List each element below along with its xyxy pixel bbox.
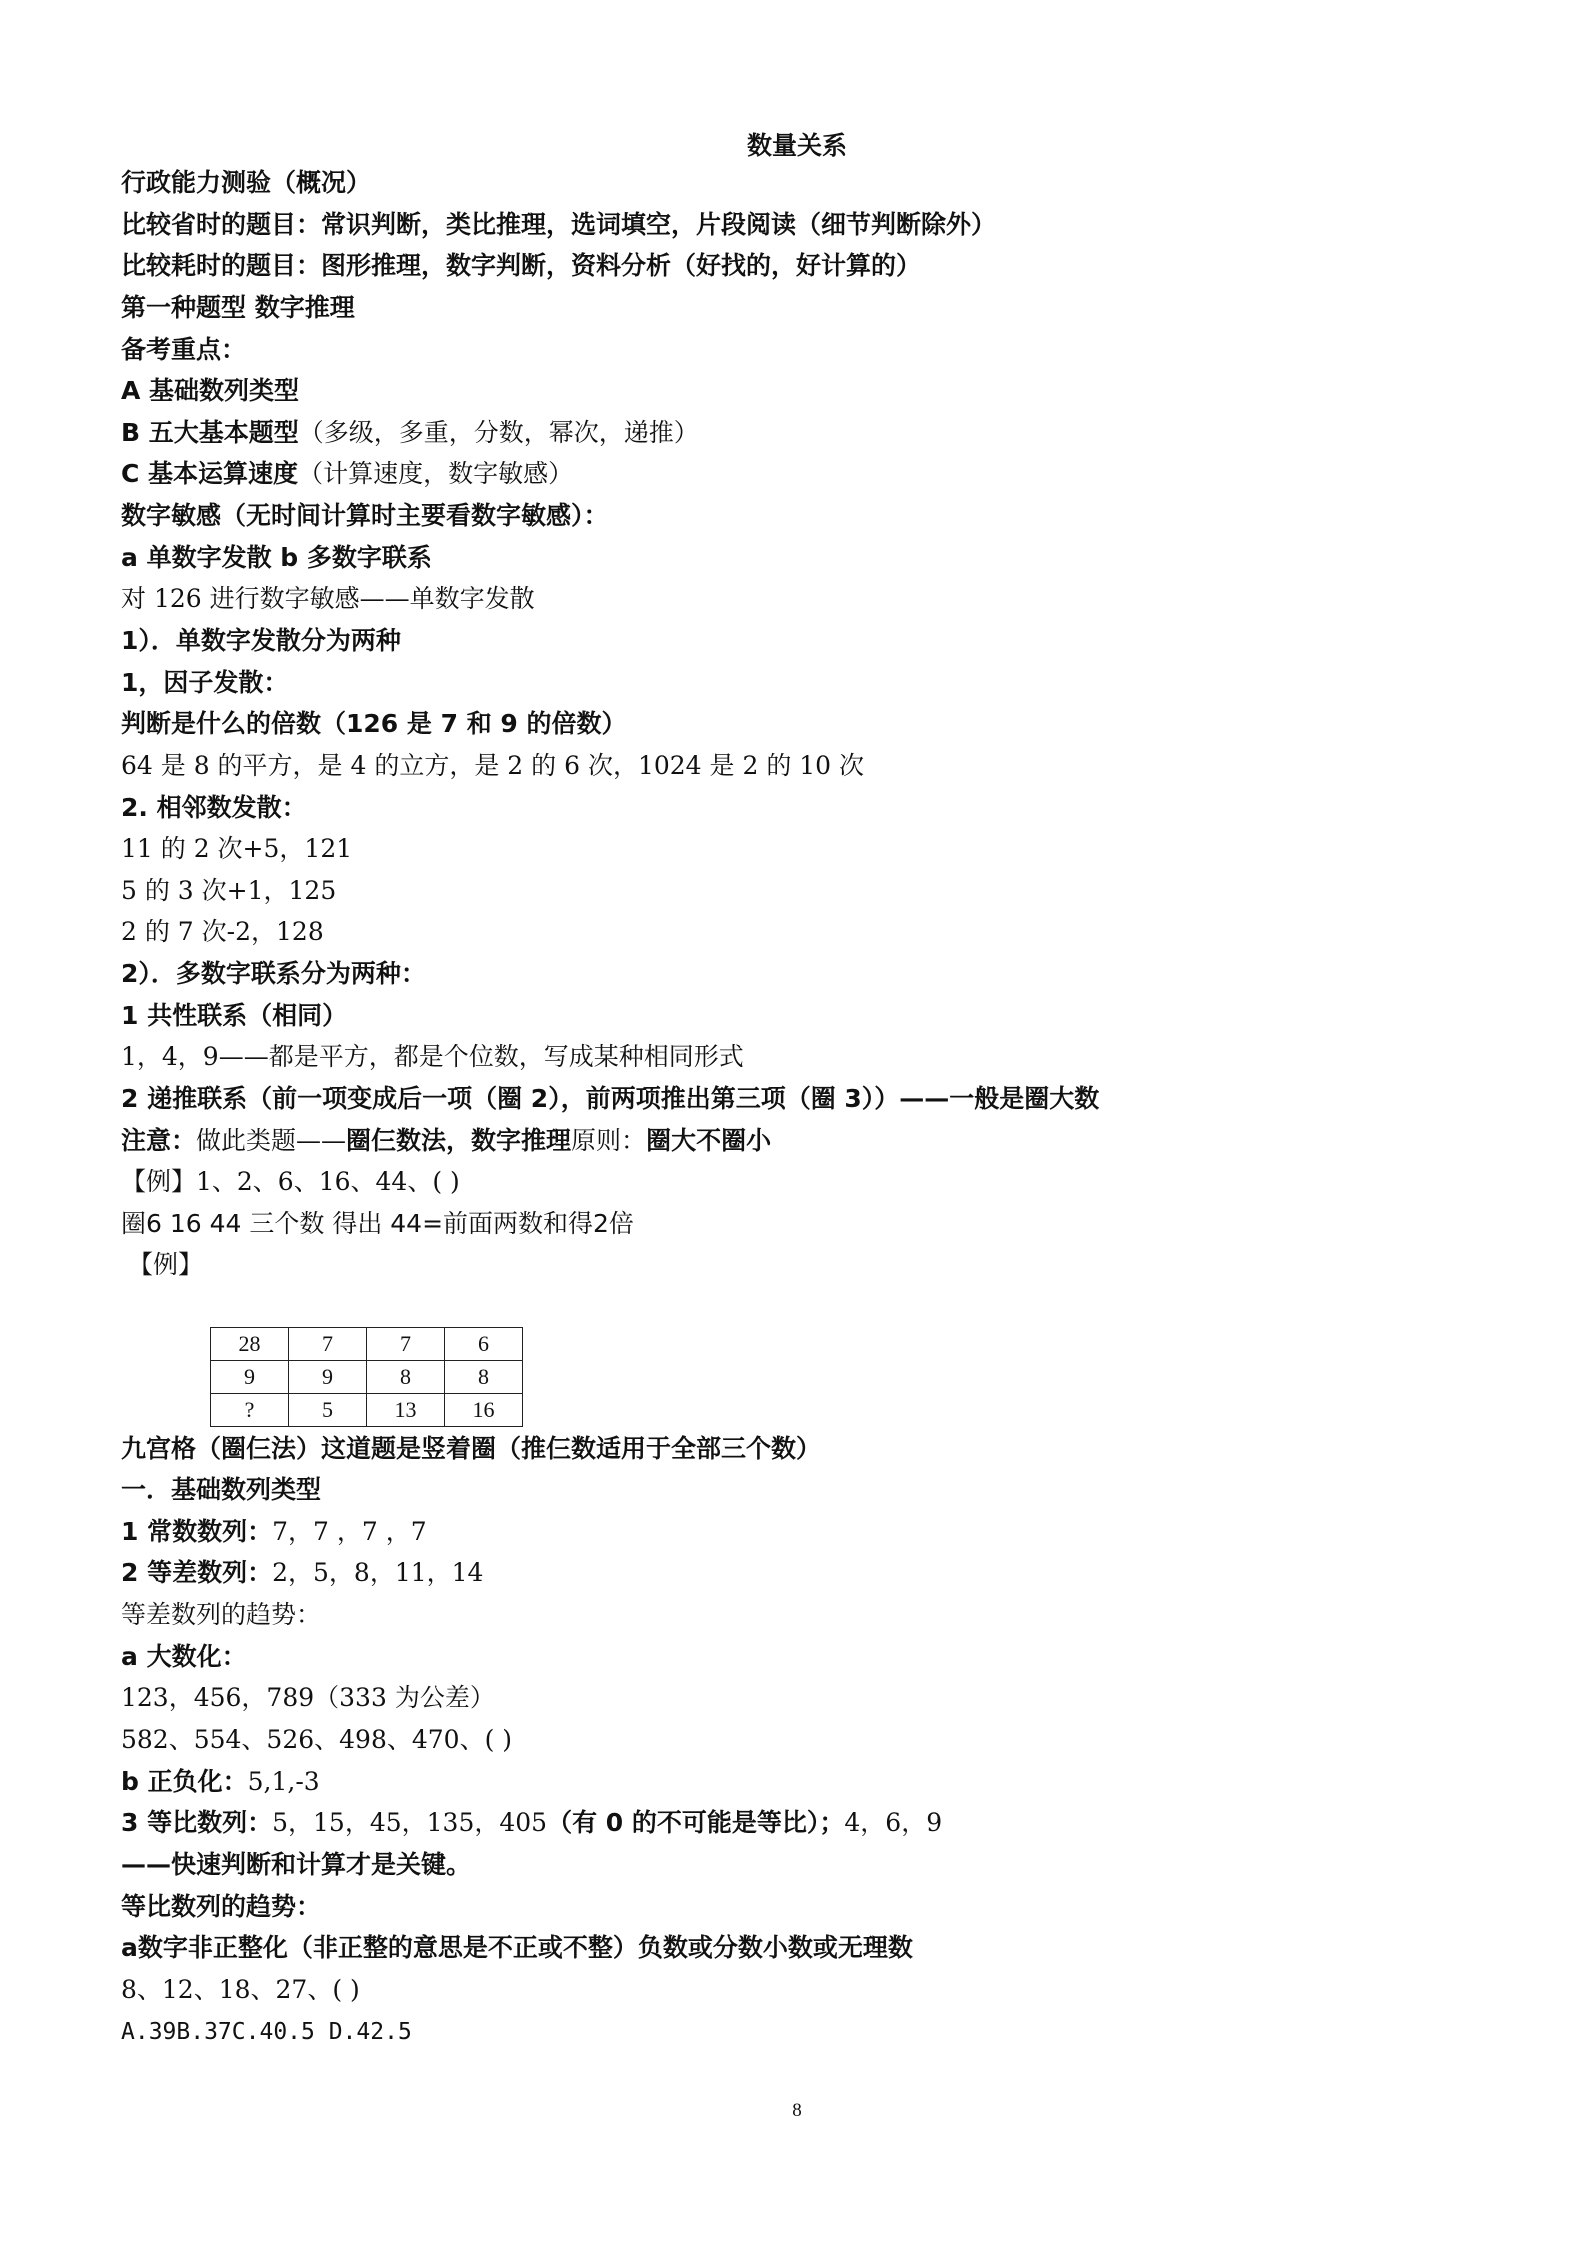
table-cell: 13 bbox=[367, 1394, 445, 1427]
text-line: 5 的 3 次+1，125 bbox=[121, 876, 337, 905]
text-line: a 大数化： bbox=[121, 1642, 247, 1671]
table-row bbox=[211, 1361, 523, 1394]
text-line: 11 的 2 次+5，121 bbox=[121, 834, 353, 863]
text-line: 圈6 16 44 三个数 得出 44=前面两数和得2倍 bbox=[121, 1209, 634, 1238]
page-title: 数量关系 bbox=[746, 131, 847, 160]
text-line: 2）．多数字联系分为两种： bbox=[121, 959, 426, 988]
table-cell: 9 bbox=[289, 1361, 367, 1394]
text-line: A 基础数列类型 bbox=[121, 376, 300, 405]
table-cell: 8 bbox=[445, 1361, 523, 1394]
page-number: 8 bbox=[792, 2100, 802, 2121]
text-line: 比较省时的题目：常识判断，类比推理，选词填空，片段阅读（细节判断除外） bbox=[121, 210, 997, 239]
table-cell: 8 bbox=[367, 1361, 445, 1394]
text-line: 行政能力测验（概况） bbox=[121, 168, 372, 197]
text-line: 582、554、526、498、470、( ) bbox=[121, 1725, 513, 1754]
table-cell: 7 bbox=[367, 1328, 445, 1361]
text-line: B 五大基本题型（多级，多重，分数，幂次，递推） bbox=[121, 418, 699, 447]
table-cell: 16 bbox=[445, 1394, 523, 1427]
text-line: 1，因子发散： bbox=[121, 668, 289, 697]
text-line: 123，456，789（333 为公差） bbox=[121, 1683, 495, 1712]
text-line: a 单数字发散 b 多数字联系 bbox=[121, 543, 432, 572]
text-line: 8、12、18、27、( ) bbox=[121, 1975, 360, 2004]
text-line: 1 共性联系（相同） bbox=[121, 1001, 348, 1030]
text-line: 对 126 进行数字敏感——单数字发散 bbox=[121, 584, 535, 613]
table-cell: 28 bbox=[211, 1328, 289, 1361]
text-line: 第一种题型 数字推理 bbox=[121, 293, 355, 322]
text-line: 1 常数数列：7，7 ，7 ，7 bbox=[121, 1517, 427, 1546]
table-cell: 6 bbox=[445, 1328, 523, 1361]
nine-grid-table bbox=[210, 1327, 523, 1427]
text-line: b 正负化：5,1,-3 bbox=[121, 1767, 320, 1796]
text-line: 备考重点： bbox=[121, 335, 247, 364]
text-line: 1）．单数字发散分为两种 bbox=[121, 626, 401, 655]
text-line: 等比数列的趋势： bbox=[121, 1892, 322, 1921]
text-line: 【例】 bbox=[128, 1250, 204, 1279]
text-line: 1，4，9——都是平方，都是个位数，写成某种相同形式 bbox=[121, 1042, 744, 1071]
text-line: A.39B.37C.40.5 D.42.5 bbox=[121, 2019, 412, 2045]
text-line: 数字敏感（无时间计算时主要看数字敏感）： bbox=[121, 501, 609, 530]
text-line: 【例】1、2、6、16、44、( ) bbox=[121, 1167, 460, 1196]
text-line: 64 是 8 的平方，是 4 的立方，是 2 的 6 次，1024 是 2 的 10 次 bbox=[121, 751, 865, 780]
text-line: 一．基础数列类型 bbox=[121, 1475, 322, 1504]
text-line: 2 等差数列：2，5，8，11，14 bbox=[121, 1558, 484, 1587]
text-line: 判断是什么的倍数（126 是 7 和 9 的倍数） bbox=[121, 709, 627, 738]
text-line: 比较耗时的题目：图形推理，数字判断，资料分析（好找的，好计算的） bbox=[121, 251, 922, 280]
text-line: 注意：做此类题——圈仨数法，数字推理原则：圈大不圈小 bbox=[121, 1126, 772, 1155]
text-line: 等差数列的趋势： bbox=[121, 1600, 322, 1629]
text-line: 3 等比数列：5，15，45，135，405（有 0 的不可能是等比）；4，6，9 bbox=[121, 1808, 943, 1837]
text-line: a数字非正整化（非正整的意思是不正或不整）负数或分数小数或无理数 bbox=[121, 1933, 913, 1962]
table-cell: 9 bbox=[211, 1361, 289, 1394]
text-line: 2. 相邻数发散： bbox=[121, 793, 307, 822]
table-cell: ? bbox=[211, 1394, 289, 1427]
text-line: 2 的 7 次-2，128 bbox=[121, 917, 324, 946]
text-line: 九宫格（圈仨法）这道题是竖着圈（推仨数适用于全部三个数） bbox=[121, 1434, 822, 1463]
text-line: 2 递推联系（前一项变成后一项（圈 2），前两项推出第三项（圈 3））——一般是圈大数 bbox=[121, 1084, 1100, 1113]
table-row bbox=[211, 1394, 523, 1427]
table-cell: 5 bbox=[289, 1394, 367, 1427]
text-line: C 基本运算速度（计算速度，数字敏感） bbox=[121, 459, 574, 488]
table-row bbox=[211, 1328, 523, 1361]
text-line: ——快速判断和计算才是关键。 bbox=[121, 1850, 472, 1879]
table-cell: 7 bbox=[289, 1328, 367, 1361]
